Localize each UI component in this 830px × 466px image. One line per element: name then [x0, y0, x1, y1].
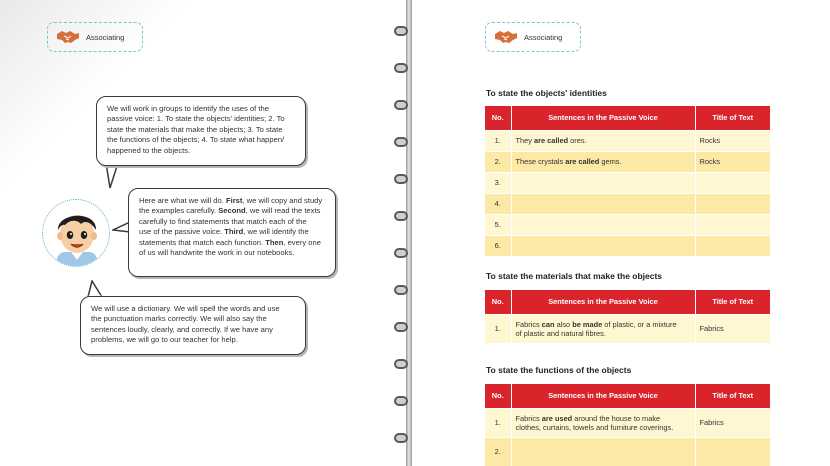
- handshake-icon: [494, 29, 518, 45]
- speech-bubble-plan: Here are what we will do. First, we will copy and study the examples carefully. Second, we will read the texts carefully to find statements that match each of the use of the passive voice. Third, we will identify the statements that match each function. Then, every one of us will handwrite the work in our notebooks.: [128, 188, 336, 277]
- left-page: [0, 0, 408, 466]
- bubble-tail: [104, 163, 120, 189]
- table-row: 6.: [485, 235, 771, 256]
- empty-cell[interactable]: [695, 172, 771, 193]
- empty-cell[interactable]: [511, 214, 695, 235]
- column-header: No.: [485, 106, 511, 130]
- table-header-row: [485, 290, 771, 314]
- column-header: Sentences in the Passive Voice: [511, 106, 695, 130]
- table-header-row: [485, 106, 771, 130]
- section-title-identities: To state the objects' identities: [486, 88, 607, 98]
- boy-face-icon: [43, 200, 110, 267]
- table-row: 1. Fabrics are used around the house to make clothes, curtains, towels and furniture coverings. Fabrics: [485, 408, 771, 437]
- associating-tag: [47, 22, 143, 52]
- associating-tag: [485, 22, 581, 52]
- column-header: Title of Text: [695, 384, 771, 408]
- right-page: [412, 0, 830, 466]
- table-functions: [485, 384, 771, 466]
- empty-cell[interactable]: [511, 437, 695, 466]
- empty-cell[interactable]: [511, 235, 695, 256]
- table-row: 1. They are called ores. Rocks: [485, 130, 771, 151]
- empty-cell[interactable]: [695, 437, 771, 466]
- table-materials: [485, 290, 771, 343]
- table-row: 2. These crystals are called gems. Rocks: [485, 151, 771, 172]
- empty-cell[interactable]: [695, 214, 771, 235]
- tag-label: Associating: [524, 32, 563, 42]
- table-row: 3.: [485, 172, 771, 193]
- speech-bubble-groups: We will work in groups to identify the uses of the passive voice: 1. To state the objects' identities; 2. To state the materials that make the objects; 3. To state the functions of the objects; 4. To state what happen/ happened to the objects.: [96, 96, 306, 166]
- handshake-icon: [56, 29, 80, 45]
- table-row: 2.: [485, 437, 771, 466]
- column-header: Title of Text: [695, 290, 771, 314]
- column-header: Sentences in the Passive Voice: [511, 290, 695, 314]
- section-title-materials: To state the materials that make the objects: [486, 271, 663, 281]
- table-header-row: [485, 384, 771, 408]
- empty-cell[interactable]: [511, 172, 695, 193]
- student-avatar: [42, 199, 110, 267]
- speech-bubble-dictionary: We will use a dictionary. We will spell the words and use the punctuation marks correctly. We will also say the sentences loudly, clearly, and correctly. If we have any problems, we will go to our teacher for help.: [80, 296, 306, 355]
- table-identities: [485, 106, 771, 256]
- tag-label: Associating: [86, 32, 125, 42]
- column-header: Sentences in the Passive Voice: [511, 384, 695, 408]
- empty-cell[interactable]: [695, 193, 771, 214]
- column-header: Title of Text: [695, 106, 771, 130]
- section-title-functions: To state the functions of the objects: [486, 365, 632, 375]
- column-header: No.: [485, 290, 511, 314]
- table-row: 4.: [485, 193, 771, 214]
- table-row: 1. Fabrics can also be made of plastic, or a mixture of plastic and natural fibres. Fabrics: [485, 314, 771, 343]
- empty-cell[interactable]: [511, 193, 695, 214]
- column-header: No.: [485, 384, 511, 408]
- table-row: 5.: [485, 214, 771, 235]
- empty-cell[interactable]: [695, 235, 771, 256]
